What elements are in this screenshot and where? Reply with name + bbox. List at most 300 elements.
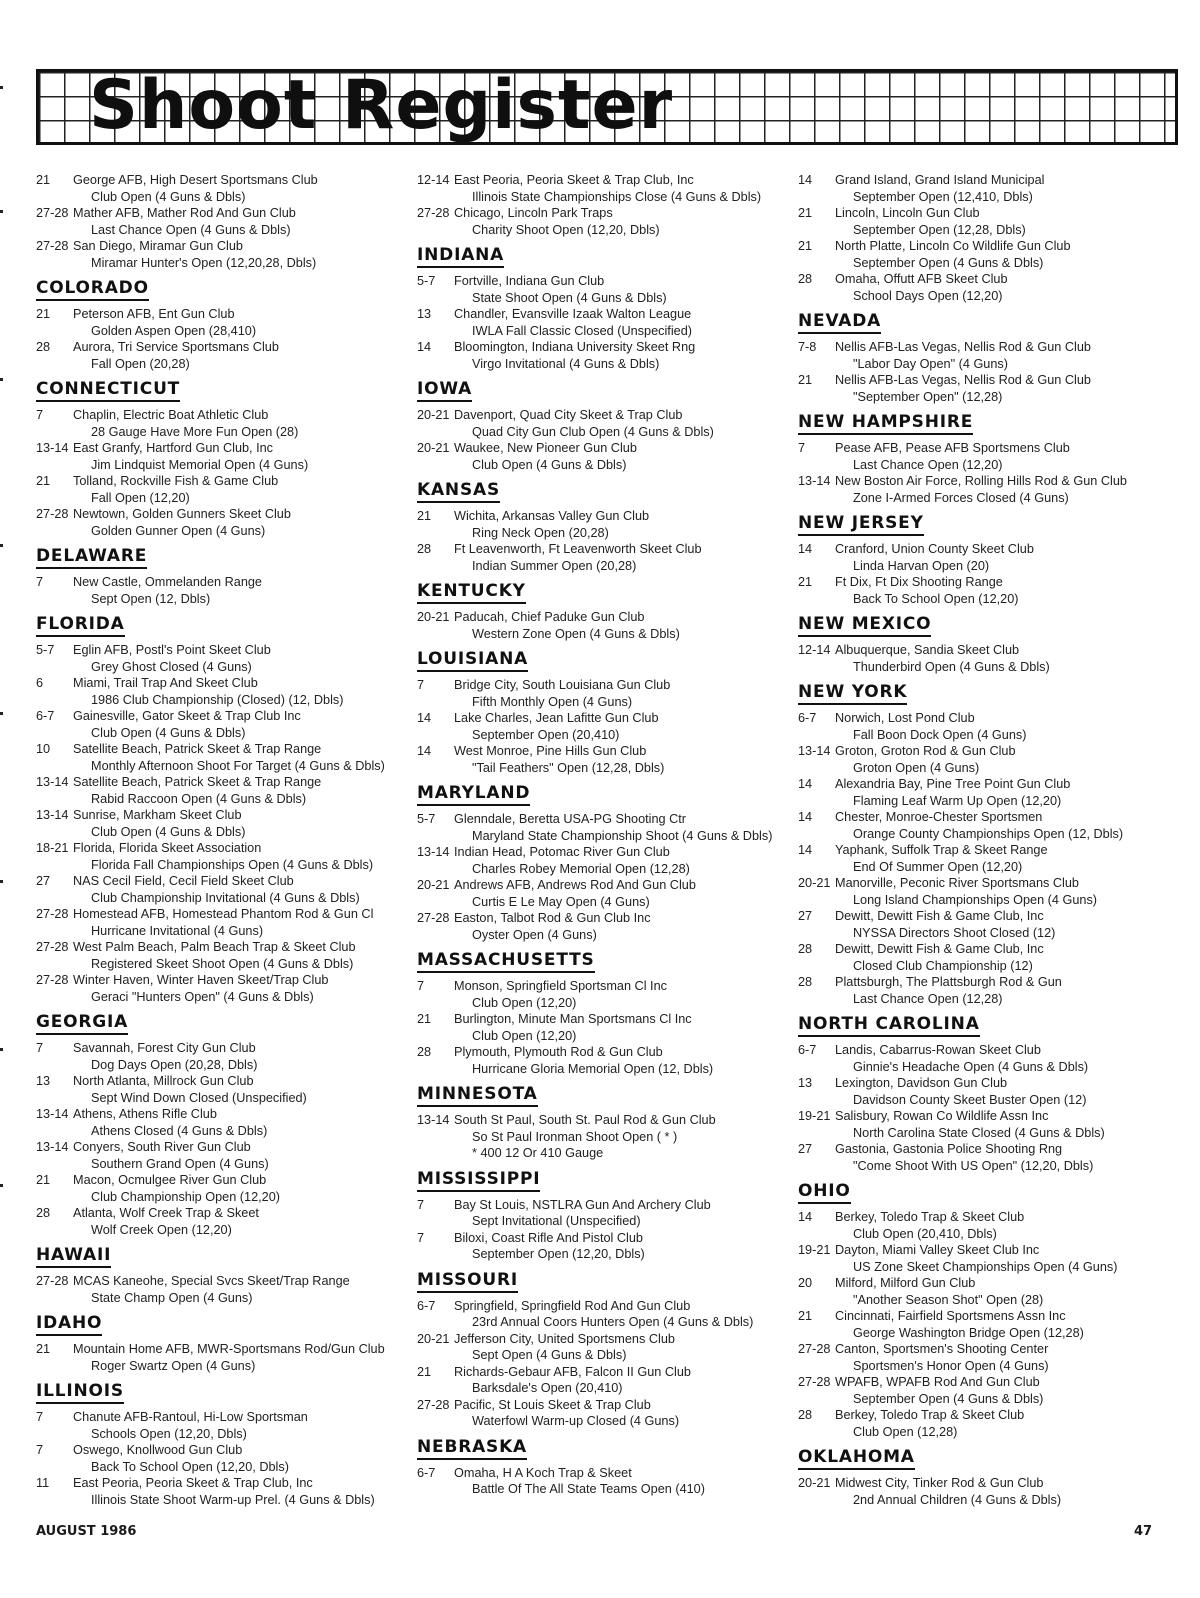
shoot-date: 20-21 xyxy=(798,876,831,890)
state-heading: NEW YORK xyxy=(798,682,907,705)
shoot-entry xyxy=(798,1275,1168,1308)
shoot-entry xyxy=(417,1364,787,1397)
state-heading-row xyxy=(36,1005,406,1040)
club-name: New Boston Air Force, Rolling Hills Rod & Gun Club xyxy=(835,474,1127,488)
shoot-date: 13 xyxy=(798,1076,813,1090)
shoot-entry xyxy=(798,372,1168,405)
state-heading-row xyxy=(798,1007,1168,1042)
event-name: So St Paul Ironman Shoot Open ( * ) xyxy=(472,1129,678,1144)
shoot-entry xyxy=(417,508,787,541)
state-heading: NEW MEXICO xyxy=(798,614,931,637)
event-name: Golden Aspen Open (28,410) xyxy=(91,323,257,338)
club-name: Grand Island, Grand Island Municipal xyxy=(835,173,1045,187)
event-name: Club Open (4 Guns & Dbls) xyxy=(91,725,246,740)
shoot-date: 5-7 xyxy=(417,274,436,288)
register-column-1 xyxy=(36,172,406,1508)
shoot-entry xyxy=(36,473,406,506)
event-name: George Washington Bridge Open (12,28) xyxy=(853,1325,1084,1340)
state-heading-row xyxy=(36,607,406,642)
shoot-date: 28 xyxy=(36,1206,51,1220)
shoot-date: 13-14 xyxy=(798,744,831,758)
shoot-entry xyxy=(36,1475,406,1508)
shoot-entry xyxy=(798,1475,1168,1508)
club-name: Pacific, St Louis Skeet & Trap Club xyxy=(454,1397,651,1412)
event-name: Battle Of The All State Teams Open (410) xyxy=(472,1482,705,1496)
shoot-date: 27-28 xyxy=(36,206,69,220)
event-name: Last Chance Open (12,20) xyxy=(853,457,1003,472)
shoot-entry xyxy=(36,708,406,741)
event-name: Back To School Open (12,20) xyxy=(853,591,1019,606)
shoot-date: 21 xyxy=(417,1012,432,1026)
club-name: Lake Charles, Jean Lafitte Gun Club xyxy=(454,711,659,725)
shoot-date: 6-7 xyxy=(798,1043,817,1057)
event-name: Rabid Raccoon Open (4 Guns & Dbls) xyxy=(91,791,307,806)
event-name: Club Open (12,20) xyxy=(472,995,577,1010)
shoot-entry xyxy=(417,541,787,574)
shoot-entry xyxy=(36,1073,406,1106)
state-heading: IOWA xyxy=(417,379,472,402)
event-name: Grey Ghost Closed (4 Guns) xyxy=(91,659,252,674)
event-name: Roger Swartz Open (4 Guns) xyxy=(91,1358,256,1373)
shoot-date: 7 xyxy=(417,979,425,993)
state-heading: OHIO xyxy=(798,1181,851,1204)
shoot-entry xyxy=(36,574,406,607)
shoot-date: 20-21 xyxy=(417,441,450,455)
shoot-entry xyxy=(36,1205,406,1238)
shoot-entry xyxy=(36,1409,406,1442)
shoot-date: 27-28 xyxy=(417,1397,450,1412)
shoot-date: 13-14 xyxy=(417,1113,450,1127)
binding-mark xyxy=(0,544,3,547)
event-name: Club Open (4 Guns & Dbls) xyxy=(472,457,627,472)
shoot-date: 19-21 xyxy=(798,1109,831,1123)
shoot-entry xyxy=(36,306,406,339)
club-name: Manorville, Peconic River Sportsmans Club xyxy=(835,876,1079,890)
club-name: Conyers, South River Gun Club xyxy=(73,1140,251,1154)
state-heading-row xyxy=(417,1263,787,1298)
club-name: Ft Leavenworth, Ft Leavenworth Skeet Club xyxy=(454,542,702,556)
shoot-entry xyxy=(417,1331,787,1364)
shoot-date: 27 xyxy=(798,909,813,923)
club-name: Cranford, Union County Skeet Club xyxy=(835,542,1034,556)
club-name: East Granfy, Hartford Gun Club, Inc xyxy=(73,441,274,455)
club-name: Albuquerque, Sandia Skeet Club xyxy=(835,643,1020,657)
club-name: North Atlanta, Millrock Gun Club xyxy=(73,1074,254,1088)
shoot-entry xyxy=(798,809,1168,842)
shoot-entry xyxy=(417,1397,787,1430)
shoot-entry xyxy=(798,941,1168,974)
binding-mark xyxy=(0,378,3,381)
event-name: Western Zone Open (4 Guns & Dbls) xyxy=(472,626,680,641)
shoot-date: 21 xyxy=(36,1342,51,1356)
shoot-date: 20-21 xyxy=(417,1331,450,1346)
shoot-entry xyxy=(36,440,406,473)
club-name: Springfield, Springfield Rod And Gun Club xyxy=(454,1298,691,1313)
shoot-entry xyxy=(417,407,787,440)
club-name: Biloxi, Coast Rifle And Pistol Club xyxy=(454,1230,643,1245)
shoot-entry xyxy=(36,1341,406,1374)
shoot-entry xyxy=(36,1040,406,1073)
event-name: Fall Open (20,28) xyxy=(91,356,190,371)
event-name: 2nd Annual Children (4 Guns & Dbls) xyxy=(853,1492,1062,1507)
event-name: Club Championship Invitational (4 Guns & Dbls) xyxy=(91,890,360,905)
club-name: Midwest City, Tinker Rod & Gun Club xyxy=(835,1476,1044,1490)
shoot-date: 14 xyxy=(798,173,813,187)
shoot-entry xyxy=(417,339,787,372)
event-name: Davidson County Skeet Buster Open (12) xyxy=(853,1092,1087,1107)
shoot-entry xyxy=(798,1108,1168,1141)
event-name: Flaming Leaf Warm Up Open (12,20) xyxy=(853,793,1062,808)
state-heading-row xyxy=(36,1374,406,1409)
event-name: September Open (4 Guns & Dbls) xyxy=(853,255,1044,270)
club-name: Wichita, Arkansas Valley Gun Club xyxy=(454,509,650,523)
club-name: Mather AFB, Mather Rod And Gun Club xyxy=(73,206,296,220)
club-name: Monson, Springfield Sportsman Cl Inc xyxy=(454,979,667,993)
event-name: Long Island Championships Open (4 Guns) xyxy=(853,892,1098,907)
shoot-date: 20 xyxy=(798,1276,813,1290)
event-name: 1986 Club Championship (Closed) (12, Dbls) xyxy=(91,692,344,707)
shoot-entry xyxy=(798,974,1168,1007)
event-name: Southern Grand Open (4 Guns) xyxy=(91,1156,269,1171)
club-name: Bay St Louis, NSTLRA Gun And Archery Club xyxy=(454,1197,711,1212)
binding-mark xyxy=(0,210,3,213)
event-name: NYSSA Directors Shoot Closed (12) xyxy=(853,925,1056,940)
event-name: Club Championship Open (12,20) xyxy=(91,1189,281,1204)
club-name: Chicago, Lincoln Park Traps xyxy=(454,206,613,220)
club-name: Bridge City, South Louisiana Gun Club xyxy=(454,678,671,692)
shoot-date: 13-14 xyxy=(36,808,69,822)
event-name: Charity Shoot Open (12,20, Dbls) xyxy=(472,222,660,237)
register-column-2 xyxy=(417,172,787,1498)
state-heading-row xyxy=(798,405,1168,440)
shoot-entry xyxy=(36,506,406,539)
shoot-entry xyxy=(798,1341,1168,1374)
club-name: San Diego, Miramar Gun Club xyxy=(73,239,243,253)
event-name: Quad City Gun Club Open (4 Guns & Dbls) xyxy=(472,424,714,439)
event-name: Fall Open (12,20) xyxy=(91,490,190,505)
shoot-entry xyxy=(36,807,406,840)
shoot-date: 27-28 xyxy=(36,1274,69,1288)
event-name: Indian Summer Open (20,28) xyxy=(472,558,637,573)
shoot-entry xyxy=(798,271,1168,304)
club-name: George AFB, High Desert Sportsmans Club xyxy=(73,173,318,187)
state-heading-row xyxy=(36,372,406,407)
club-name: Sunrise, Markham Skeet Club xyxy=(73,808,242,822)
shoot-date: 7 xyxy=(36,1041,44,1055)
event-name: Club Open (4 Guns & Dbls) xyxy=(91,189,246,204)
club-name: Plymouth, Plymouth Rod & Gun Club xyxy=(454,1045,663,1059)
shoot-date: 6-7 xyxy=(798,711,817,725)
club-name: Chandler, Evansville Izaak Walton League xyxy=(454,307,692,321)
shoot-entry xyxy=(798,172,1168,205)
club-name: Satellite Beach, Patrick Skeet & Trap Range xyxy=(73,742,322,756)
binding-mark xyxy=(0,712,3,715)
shoot-entry xyxy=(798,440,1168,473)
shoot-date: 28 xyxy=(417,542,432,556)
shoot-date: 6-7 xyxy=(417,1465,436,1480)
shoot-date: 28 xyxy=(417,1045,432,1059)
state-heading: IDAHO xyxy=(36,1313,102,1336)
event-name: September Open (12,410, Dbls) xyxy=(853,189,1033,204)
title-banner xyxy=(36,69,1178,145)
club-name: MCAS Kaneohe, Special Svcs Skeet/Trap Range xyxy=(73,1274,350,1288)
event-name: Dog Days Open (20,28, Dbls) xyxy=(91,1057,258,1072)
club-name: Milford, Milford Gun Club xyxy=(835,1276,976,1290)
club-name: West Monroe, Pine Hills Gun Club xyxy=(454,744,647,758)
state-heading-row xyxy=(417,1162,787,1197)
state-heading: COLORADO xyxy=(36,278,149,301)
shoot-date: 14 xyxy=(798,810,813,824)
shoot-entry xyxy=(36,906,406,939)
state-heading: NEW HAMPSHIRE xyxy=(798,412,973,435)
shoot-date: 13-14 xyxy=(36,441,69,455)
shoot-entry xyxy=(36,172,406,205)
shoot-date: 27 xyxy=(36,874,51,888)
shoot-date: 18-21 xyxy=(36,841,69,855)
club-name: Athens, Athens Rifle Club xyxy=(73,1107,217,1121)
club-name: Omaha, Offutt AFB Skeet Club xyxy=(835,272,1008,286)
shoot-entry xyxy=(417,844,787,877)
event-name: "September Open" (12,28) xyxy=(853,389,1003,404)
shoot-entry xyxy=(798,339,1168,372)
event-name: 28 Gauge Have More Fun Open (28) xyxy=(91,424,299,439)
event-name: September Open (20,410) xyxy=(472,727,620,742)
shoot-date: 7 xyxy=(417,1230,425,1245)
state-heading: CONNECTICUT xyxy=(36,379,180,402)
shoot-entry xyxy=(36,1139,406,1172)
club-name: Richards-Gebaur AFB, Falcon II Gun Club xyxy=(454,1364,691,1379)
event-name: Sportsmen's Honor Open (4 Guns) xyxy=(853,1358,1049,1373)
shoot-entry xyxy=(417,978,787,1011)
event-name: Hurricane Gloria Memorial Open (12, Dbls) xyxy=(472,1061,714,1076)
shoot-date: 21 xyxy=(417,509,432,523)
shoot-entry xyxy=(36,774,406,807)
event-name: 23rd Annual Coors Hunters Open (4 Guns & Dbls) xyxy=(472,1315,754,1329)
state-heading-row xyxy=(417,1077,787,1112)
shoot-entry xyxy=(417,1044,787,1077)
shoot-date: 27-28 xyxy=(417,911,450,925)
club-name: Glenndale, Beretta USA-PG Shooting Ctr xyxy=(454,812,687,826)
shoot-entry xyxy=(798,842,1168,875)
state-heading: NEVADA xyxy=(798,311,881,334)
state-heading: INDIANA xyxy=(417,245,504,268)
club-name: Groton, Groton Rod & Gun Club xyxy=(835,744,1016,758)
shoot-entry xyxy=(798,776,1168,809)
state-heading-row xyxy=(798,304,1168,339)
shoot-entry xyxy=(417,306,787,339)
shoot-date: 14 xyxy=(417,711,432,725)
shoot-entry xyxy=(36,873,406,906)
club-name: Chaplin, Electric Boat Athletic Club xyxy=(73,408,269,422)
event-name: Wolf Creek Open (12,20) xyxy=(91,1222,232,1237)
club-name: Salisbury, Rowan Co Wildlife Assn Inc xyxy=(835,1109,1049,1123)
event-name: Closed Club Championship (12) xyxy=(853,958,1033,973)
shoot-entry xyxy=(417,877,787,910)
club-name: East Peoria, Peoria Skeet & Trap Club, Inc xyxy=(454,173,694,187)
event-name: Club Open (12,20) xyxy=(472,1028,577,1043)
event-name: Barksdale's Open (20,410) xyxy=(472,1381,623,1395)
state-heading: NEW JERSEY xyxy=(798,513,924,536)
event-name: State Champ Open (4 Guns) xyxy=(91,1290,253,1305)
club-name: Andrews AFB, Andrews Rod And Gun Club xyxy=(454,878,696,892)
shoot-date: 27-28 xyxy=(798,1375,831,1389)
shoot-entry xyxy=(798,574,1168,607)
state-heading: DELAWARE xyxy=(36,546,147,569)
club-name: Peterson AFB, Ent Gun Club xyxy=(73,307,235,321)
shoot-date: 28 xyxy=(798,942,813,956)
shoot-date: 13-14 xyxy=(417,845,450,859)
event-name: Sept Open (4 Guns & Dbls) xyxy=(472,1348,627,1362)
shoot-entry xyxy=(798,710,1168,743)
club-name: Canton, Sportsmen's Shooting Center xyxy=(835,1342,1049,1356)
shoot-entry xyxy=(417,609,787,642)
issue-date: AUGUST 1986 xyxy=(36,1524,137,1539)
state-heading-row xyxy=(417,943,787,978)
event-name: "Come Shoot With US Open" (12,20, Dbls) xyxy=(853,1158,1094,1173)
club-name: West Palm Beach, Palm Beach Trap & Skeet Club xyxy=(73,940,356,954)
club-name: Easton, Talbot Rod & Gun Club Inc xyxy=(454,911,651,925)
event-name: Last Chance Open (12,28) xyxy=(853,991,1003,1006)
state-heading-row xyxy=(798,607,1168,642)
club-name: Aurora, Tri Service Sportsmans Club xyxy=(73,340,279,354)
shoot-date: 27-28 xyxy=(798,1342,831,1356)
event-name: Maryland State Championship Shoot (4 Guns & Dbls) xyxy=(472,828,773,843)
shoot-date: 21 xyxy=(417,1364,432,1379)
shoot-date: 10 xyxy=(36,742,51,756)
event-name: Ring Neck Open (20,28) xyxy=(472,525,609,540)
state-heading: NEBRASKA xyxy=(417,1437,527,1460)
shoot-date: 7 xyxy=(798,441,806,455)
shoot-date: 28 xyxy=(798,1408,813,1422)
club-name: Cincinnati, Fairfield Sportsmens Assn Inc xyxy=(835,1309,1066,1323)
shoot-entry xyxy=(417,1197,787,1230)
shoot-entry xyxy=(417,910,787,943)
shoot-date: 20-21 xyxy=(417,878,450,892)
club-name: Omaha, H A Koch Trap & Skeet xyxy=(454,1465,632,1480)
shoot-date: 7 xyxy=(36,575,44,589)
event-name: Miramar Hunter's Open (12,20,28, Dbls) xyxy=(91,255,317,270)
state-heading-row xyxy=(417,473,787,508)
shoot-entry xyxy=(417,440,787,473)
event-name: Golden Gunner Open (4 Guns) xyxy=(91,523,266,538)
state-heading-row xyxy=(36,1306,406,1341)
event-name: September Open (12,20, Dbls) xyxy=(472,1247,645,1261)
shoot-date: 21 xyxy=(36,173,51,187)
club-name: Mountain Home AFB, MWR-Sportsmans Rod/Gun Club xyxy=(73,1342,385,1356)
shoot-entry xyxy=(417,273,787,306)
shoot-entry xyxy=(417,811,787,844)
state-heading: MISSISSIPPI xyxy=(417,1169,540,1192)
shoot-date: 6-7 xyxy=(36,709,55,723)
state-heading-row xyxy=(417,238,787,273)
shoot-date: 27-28 xyxy=(36,239,69,253)
club-name: Macon, Ocmulgee River Gun Club xyxy=(73,1173,267,1187)
shoot-entry xyxy=(798,1308,1168,1341)
shoot-date: 28 xyxy=(36,340,51,354)
event-name: Last Chance Open (4 Guns & Dbls) xyxy=(91,222,291,237)
shoot-entry xyxy=(36,1442,406,1475)
event-name: Club Open (4 Guns & Dbls) xyxy=(91,824,246,839)
shoot-date: 13-14 xyxy=(36,1140,69,1154)
club-name: Nellis AFB-Las Vegas, Nellis Rod & Gun Club xyxy=(835,340,1091,354)
event-name: State Shoot Open (4 Guns & Dbls) xyxy=(472,290,667,305)
event-name: "Another Season Shot" Open (28) xyxy=(853,1292,1044,1307)
shoot-entry xyxy=(417,1230,787,1263)
event-name: Curtis E Le May Open (4 Guns) xyxy=(472,894,650,909)
event-name: Sept Wind Down Closed (Unspecified) xyxy=(91,1090,307,1105)
shoot-date: 21 xyxy=(798,206,813,220)
event-name: Illinois State Championships Close (4 Guns & Dbls) xyxy=(472,189,762,204)
shoot-entry xyxy=(36,642,406,675)
shoot-entry xyxy=(417,1011,787,1044)
club-name: Jefferson City, United Sportsmens Club xyxy=(454,1331,675,1346)
event-name: US Zone Skeet Championships Open (4 Guns) xyxy=(853,1259,1118,1274)
shoot-date: 27 xyxy=(798,1142,813,1156)
shoot-entry xyxy=(36,741,406,774)
shoot-date: 7 xyxy=(417,678,425,692)
shoot-date: 5-7 xyxy=(36,643,55,657)
state-heading: KENTUCKY xyxy=(417,581,526,604)
club-name: Chester, Monroe-Chester Sportsmen xyxy=(835,810,1043,824)
shoot-date: 7 xyxy=(36,408,44,422)
page-number: 47 xyxy=(1134,1524,1153,1539)
shoot-entry xyxy=(798,1209,1168,1242)
club-name: Norwich, Lost Pond Club xyxy=(835,711,975,725)
state-heading: KANSAS xyxy=(417,480,500,503)
shoot-entry xyxy=(798,1374,1168,1407)
club-name: Dewitt, Dewitt Fish & Game Club, Inc xyxy=(835,942,1044,956)
club-name: East Peoria, Peoria Skeet & Trap Club, Inc xyxy=(73,1476,313,1490)
shoot-date: 5-7 xyxy=(417,812,436,826)
event-name: Registered Skeet Shoot Open (4 Guns & Dbls) xyxy=(91,956,354,971)
state-heading: MISSOURI xyxy=(417,1270,518,1293)
club-name: Oswego, Knollwood Gun Club xyxy=(73,1443,243,1457)
club-name: Dayton, Miami Valley Skeet Club Inc xyxy=(835,1243,1040,1257)
event-name: Orange County Championships Open (12, Dbls) xyxy=(853,826,1124,841)
shoot-entry xyxy=(798,541,1168,574)
shoot-date: 13 xyxy=(36,1074,51,1088)
shoot-date: 28 xyxy=(798,272,813,286)
binding-mark xyxy=(0,1184,3,1187)
club-name: Newtown, Golden Gunners Skeet Club xyxy=(73,507,291,521)
register-column-3 xyxy=(798,172,1168,1508)
shoot-entry xyxy=(417,172,787,205)
club-name: Satellite Beach, Patrick Skeet & Trap Range xyxy=(73,775,322,789)
shoot-date: 20-21 xyxy=(417,610,450,624)
club-name: Winter Haven, Winter Haven Skeet/Trap Club xyxy=(73,973,329,987)
event-name: North Carolina State Closed (4 Guns & Dbls) xyxy=(853,1125,1105,1140)
club-name: Homestead AFB, Homestead Phantom Rod & Gun Cl xyxy=(73,907,374,921)
club-name: Davenport, Quad City Skeet & Trap Club xyxy=(454,408,683,422)
event-name: Sept Invitational (Unspecified) xyxy=(472,1214,641,1228)
shoot-date: 21 xyxy=(798,373,813,387)
shoot-entry xyxy=(417,677,787,710)
event-name: End Of Summer Open (12,20) xyxy=(853,859,1023,874)
shoot-date: 14 xyxy=(798,843,813,857)
shoot-date: 20-21 xyxy=(798,1476,831,1490)
shoot-date: 7 xyxy=(36,1410,44,1424)
event-name: Illinois State Shoot Warm-up Prel. (4 Guns & Dbls) xyxy=(91,1492,375,1507)
state-heading-row xyxy=(417,574,787,609)
club-name: Gainesville, Gator Skeet & Trap Club Inc xyxy=(73,709,301,723)
state-heading: NORTH CAROLINA xyxy=(798,1014,980,1037)
shoot-date: 19-21 xyxy=(798,1243,831,1257)
binding-mark xyxy=(0,1048,3,1051)
shoot-date: 21 xyxy=(36,474,51,488)
shoot-entry xyxy=(36,339,406,372)
state-heading-row xyxy=(798,506,1168,541)
club-name: Dewitt, Dewitt Fish & Game Club, Inc xyxy=(835,909,1044,923)
